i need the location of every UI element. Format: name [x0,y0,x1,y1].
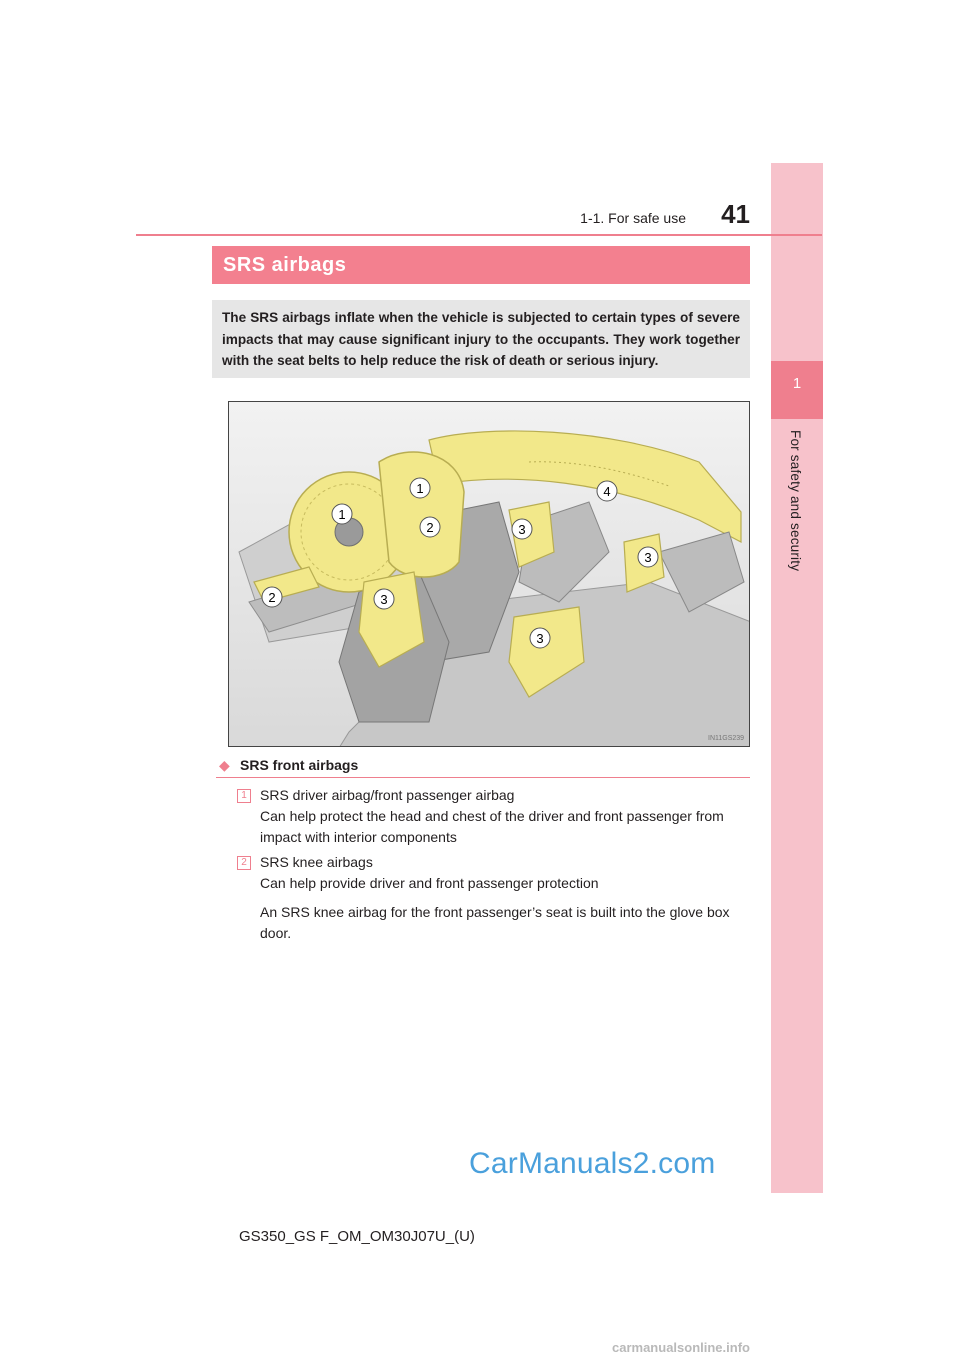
svg-text:3: 3 [380,592,388,607]
page-number: 41 [721,199,750,229]
item-number-2: 2 [237,856,251,870]
diamond-icon: ◆ [219,757,230,773]
airbag-illustration [228,401,750,747]
svg-text:2: 2 [268,590,276,605]
item-2-name: SRS knee airbags [260,854,373,870]
side-strip [771,163,823,1193]
svg-text:3: 3 [518,522,526,537]
passenger-airbag [379,452,464,577]
intro-text: The SRS airbags inflate when the vehicle is subjected to certain types of severe impacts that may cause significant injury to the occupants. They work together with the seat belts to help reduce the risk of death or serious injury. [222,310,740,368]
svg-text:2: 2 [426,520,434,535]
item-1-description: Can help protect the head and chest of the driver and front passenger from impact with interior components [260,808,724,845]
chapter-title: For safety and security [788,430,803,572]
watermark-carmanualsonline: carmanualsonline.info [612,1340,750,1355]
document-code: GS350_GS F_OM_OM30J07U_(U) [239,1228,475,1245]
svg-text:4: 4 [603,484,611,499]
item-1-name: SRS driver airbag/front passenger airbag [260,787,515,803]
page-title: SRS airbags [223,254,347,276]
svg-text:1: 1 [338,507,346,522]
figure-id: IN11GS239 [708,735,745,742]
header-rule [136,234,822,236]
car-interior-drawing [229,402,750,747]
item-number-1: 1 [237,789,251,803]
svg-text:3: 3 [536,631,544,646]
svg-text:3: 3 [644,550,652,565]
watermark-carmanuals2: CarManuals2.com [469,1147,716,1180]
item-2-description: Can help provide driver and front passenger protection [260,875,599,891]
section-header: 1-1. For safe use [580,210,686,226]
chapter-number: 1 [792,375,802,392]
item-2-note: An SRS knee airbag for the front passenger’s seat is built into the glove box door. [260,904,730,941]
subsection-rule [216,777,750,778]
subsection-title: SRS front airbags [240,757,359,773]
svg-text:1: 1 [416,481,424,496]
